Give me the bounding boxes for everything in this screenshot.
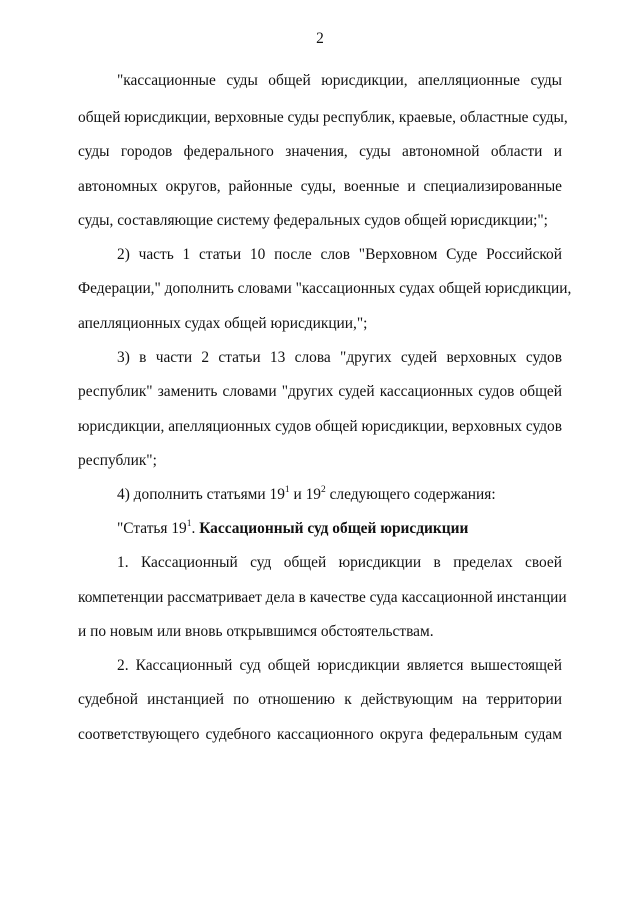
article-dot: . <box>191 520 200 537</box>
text-line: 2) часть 1 статьи 10 после слов "Верховном Суде Российской <box>117 246 562 263</box>
text-line: Федерации," дополнить словами "кассационных судах общей юрисдикции, <box>78 280 572 297</box>
item-4-middle: и 19 <box>289 486 321 503</box>
article-title: Кассационный суд общей юрисдикции <box>199 520 469 537</box>
text-line: республик"; <box>78 452 157 469</box>
superscript: 1 <box>186 518 192 529</box>
text-line: компетенции рассматривает дела в качестве суда кассационной инстанции <box>78 589 567 606</box>
text-line: республик" заменить словами "других судей кассационных судов общей <box>78 383 562 400</box>
text-line: соответствующего судебного кассационного округа федеральным судам <box>78 726 562 743</box>
text-line: 2. Кассационный суд общей юрисдикции является вышестоящей <box>117 657 562 674</box>
text-line: судебной инстанцией по отношению к действующим на территории <box>78 691 562 708</box>
article-prefix: "Статья 19 <box>117 520 187 537</box>
item-4-prefix: 4) дополнить статьями 19 <box>117 486 285 503</box>
superscript: 2 <box>320 484 326 495</box>
item-4-line <box>117 485 562 505</box>
text-line: 3) в части 2 статьи 13 слова "других судей верховных судов <box>117 349 562 366</box>
text-line: "кассационные суды общей юрисдикции, апелляционные суды <box>117 72 562 89</box>
text-line: суды городов федерального значения, суды автономной области и <box>78 143 562 160</box>
text-line: апелляционных судах общей юрисдикции,"; <box>78 315 368 332</box>
superscript: 1 <box>284 484 290 495</box>
text-line: 1. Кассационный суд общей юрисдикции в пределах своей <box>117 554 562 571</box>
text-line: юрисдикции, апелляционных судов общей юрисдикции, верховных судов <box>78 418 562 435</box>
text-line: суды, составляющие систему федеральных судов общей юрисдикции;"; <box>78 212 548 229</box>
text-line: и по новым или вновь открывшимся обстоятельствам. <box>78 623 434 640</box>
item-4-suffix: следующего содержания: <box>325 486 496 503</box>
text-line: автономных округов, районные суды, военные и специализированные <box>78 178 562 195</box>
article-heading <box>117 519 562 539</box>
text-line: общей юрисдикции, верховные суды республик, краевые, областные суды, <box>78 109 568 126</box>
page-number: 2 <box>316 30 324 47</box>
